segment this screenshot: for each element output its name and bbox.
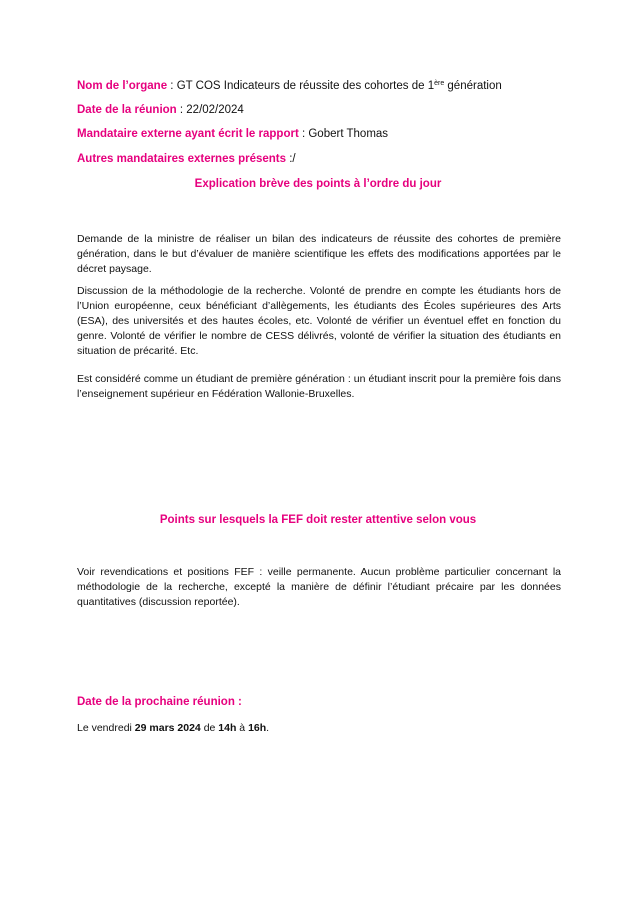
mandataire-value: : Gobert Thomas (298, 128, 389, 140)
agenda-paragraph: Demande de la ministre de réaliser un bilan des indicateurs de réussite des cohortes de première génération, dans le but d’évaluer de manière scientifique les effets des modifications apportées par le décret paysage. (77, 233, 561, 275)
autres-line (77, 153, 296, 165)
date-line (77, 104, 244, 116)
organ-line (77, 80, 502, 92)
fef-paragraph: Voir revendications et positions FEF : veille permanente. Aucun problème particulier concernant la méthodologie de la recherche, excepté la manière de définir l’étudiant précaire par les données quantitatives (discussion reportée). (77, 566, 561, 608)
date-value: : 22/02/2024 (176, 104, 244, 116)
autres-value: :/ (286, 153, 296, 165)
autres-label: Autres mandataires externes présents (77, 153, 287, 165)
agenda-paragraph: Est considéré comme un étudiant de première génération : un étudiant inscrit pour la première fois dans l’enseignement supérieur en Fédération Wallonie-Bruxelles. (77, 373, 561, 400)
organ-label: Nom de l’organe (77, 80, 168, 92)
date-label: Date de la réunion (77, 104, 177, 116)
organ-value: : GT COS Indicateurs de réussite des cohortes de 1ère génération (167, 80, 502, 92)
section-heading-agenda: Explication brève des points à l’ordre du jour (194, 178, 442, 190)
agenda-paragraph: Discussion de la méthodologie de la recherche. Volonté de prendre en compte les étudiants hors de l’Union européenne, ceux bénéficiant d’allègements, les étudiants des Écoles supérieures des Arts (ESA), des universités et des hautes écoles, etc. Volonté de vérifier un éventuel effet en fonction du genre. Volonté de vérifier le nombre de CESS délivrés, volonté de vérifier la situation des étudiants en situation de précarité. Etc. (77, 285, 561, 357)
section-heading-fef: Points sur lesquels la FEF doit rester attentive selon vous (159, 514, 477, 526)
mandataire-label: Mandataire externe ayant écrit le rapport (77, 128, 299, 140)
mandataire-line (77, 128, 388, 140)
next-meeting-value: Le vendredi 29 mars 2024 de 14h à 16h. (77, 722, 270, 734)
next-meeting-label: Date de la prochaine réunion : (77, 696, 242, 708)
